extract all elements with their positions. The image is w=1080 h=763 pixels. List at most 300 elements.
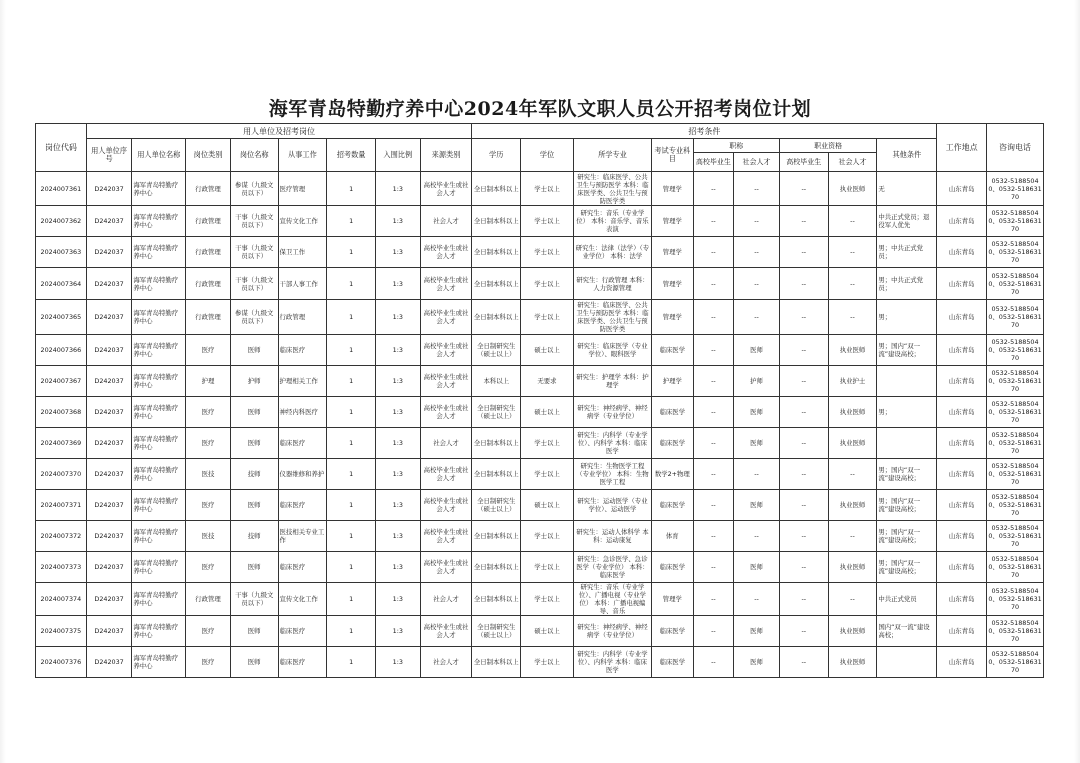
cell-other: 中共正式党员；退役军人优先 (877, 206, 937, 237)
cell-source: 高校毕业生或社会人才 (420, 616, 472, 647)
cell-title-school: -- (693, 172, 734, 206)
cell-phone: 0532-51885040、0532-51863170 (987, 459, 1044, 490)
cell-unit-name: 海军青岛特勤疗养中心 (132, 647, 186, 678)
cell-major: 研究生：运动人体科学 本科：运动康复 (573, 521, 651, 552)
cell-count: 1 (327, 616, 376, 647)
cell-title-social: 护师 (734, 366, 780, 397)
cell-degree: 学士以上 (521, 428, 574, 459)
cell-work: 临床医疗 (278, 616, 327, 647)
cell-title-school: -- (693, 268, 734, 300)
cell-count: 1 (327, 172, 376, 206)
table-row (36, 206, 1044, 237)
cell-edu: 全日制本科以上 (472, 428, 521, 459)
cell-major: 研究生：内科学（专业学位）、内科学 本科：临床医学 (573, 428, 651, 459)
cell-edu: 全日制研究生（硕士以上） (472, 490, 521, 521)
cell-edu: 全日制研究生（硕士以上） (472, 397, 521, 428)
cell-unit-name: 海军青岛特勤疗养中心 (132, 552, 186, 583)
cell-unit-name: 海军青岛特勤疗养中心 (132, 268, 186, 300)
cell-count: 1 (327, 647, 376, 678)
cell-code: 2024007368 (36, 397, 87, 428)
cell-ratio: 1:3 (375, 647, 420, 678)
header-edu: 学历 (472, 139, 521, 172)
cell-degree: 学士以上 (521, 583, 574, 616)
cell-unit-name: 海军青岛特勤疗养中心 (132, 237, 186, 268)
cell-major: 研究生：神经病学、神经病学（专业学位） (573, 397, 651, 428)
cell-title-social: -- (734, 268, 780, 300)
cell-qual-school: -- (779, 428, 828, 459)
header-unit-seq: 用人单位序号 (86, 139, 132, 172)
cell-edu: 全日制研究生（硕士以上） (472, 616, 521, 647)
cell-phone: 0532-51885040、0532-51863170 (987, 335, 1044, 366)
recruitment-table (35, 123, 1044, 678)
cell-edu: 全日制本科以上 (472, 300, 521, 335)
cell-phone: 0532-51885040、0532-51863170 (987, 237, 1044, 268)
cell-unit-seq: D242037 (86, 366, 132, 397)
cell-edu: 本科以上 (472, 366, 521, 397)
cell-major: 研究生：运动医学（专业学位）、运动医学 (573, 490, 651, 521)
cell-ratio: 1:3 (375, 366, 420, 397)
cell-title-school: -- (693, 647, 734, 678)
cell-ratio: 1:3 (375, 428, 420, 459)
cell-other (877, 428, 937, 459)
cell-edu: 全日制本科以上 (472, 583, 521, 616)
cell-title-social: 医师 (734, 397, 780, 428)
cell-degree: 硕士以上 (521, 397, 574, 428)
cell-title-social: -- (734, 521, 780, 552)
cell-category: 医技 (186, 459, 231, 490)
cell-unit-name: 海军青岛特勤疗养中心 (132, 521, 186, 552)
cell-location: 山东青岛 (937, 206, 987, 237)
cell-other: 无 (877, 172, 937, 206)
cell-qual-school: -- (779, 397, 828, 428)
cell-qual-social: -- (828, 583, 877, 616)
cell-other (877, 647, 937, 678)
cell-count: 1 (327, 268, 376, 300)
cell-major: 研究生：行政管理 本科：人力资源管理 (573, 268, 651, 300)
cell-unit-seq: D242037 (86, 172, 132, 206)
cell-exam: 临床医学 (652, 490, 694, 521)
cell-phone: 0532-51885040、0532-51863170 (987, 521, 1044, 552)
cell-exam: 临床医学 (652, 428, 694, 459)
cell-ratio: 1:3 (375, 206, 420, 237)
cell-unit-name: 海军青岛特勤疗养中心 (132, 366, 186, 397)
header-source: 来源类别 (420, 139, 472, 172)
cell-code: 2024007361 (36, 172, 87, 206)
cell-count: 1 (327, 428, 376, 459)
cell-source: 社会人才 (420, 647, 472, 678)
cell-ratio: 1:3 (375, 335, 420, 366)
cell-post-name: 护师 (230, 366, 278, 397)
cell-degree: 无要求 (521, 366, 574, 397)
table-row (36, 237, 1044, 268)
cell-title-school: -- (693, 552, 734, 583)
cell-other: 男；国内“双一流”建设高校； (877, 490, 937, 521)
cell-exam: 临床医学 (652, 616, 694, 647)
cell-post-name: 干事（九级文员以下） (230, 237, 278, 268)
cell-location: 山东青岛 (937, 490, 987, 521)
cell-unit-seq: D242037 (86, 397, 132, 428)
cell-phone: 0532-51885040、0532-51863170 (987, 647, 1044, 678)
cell-location: 山东青岛 (937, 268, 987, 300)
cell-unit-seq: D242037 (86, 268, 132, 300)
cell-degree: 学士以上 (521, 521, 574, 552)
cell-edu: 全日制本科以上 (472, 459, 521, 490)
cell-qual-social: 执业医师 (828, 397, 877, 428)
cell-code: 2024007376 (36, 647, 87, 678)
cell-source: 高校毕业生或社会人才 (420, 490, 472, 521)
header-qual-social: 社会人才 (828, 153, 877, 172)
cell-count: 1 (327, 552, 376, 583)
cell-other: 男；国内“双一流”建设高校； (877, 552, 937, 583)
cell-title-social: -- (734, 459, 780, 490)
cell-degree: 学士以上 (521, 647, 574, 678)
cell-qual-school: -- (779, 335, 828, 366)
cell-work: 医疗管理 (278, 172, 327, 206)
cell-location: 山东青岛 (937, 583, 987, 616)
cell-title-school: -- (693, 428, 734, 459)
cell-post-name: 干事（九级文员以下） (230, 583, 278, 616)
header-title-school: 高校毕业生 (693, 153, 734, 172)
header-qual-school: 高校毕业生 (779, 153, 828, 172)
cell-exam: 临床医学 (652, 397, 694, 428)
cell-title-school: -- (693, 237, 734, 268)
cell-work: 临床医疗 (278, 335, 327, 366)
cell-source: 高校毕业生或社会人才 (420, 459, 472, 490)
cell-post-name: 干事（九级文员以下） (230, 268, 278, 300)
cell-title-school: -- (693, 300, 734, 335)
cell-edu: 全日制本科以上 (472, 206, 521, 237)
cell-other (877, 366, 937, 397)
cell-title-school: -- (693, 521, 734, 552)
cell-unit-seq: D242037 (86, 647, 132, 678)
table-row (36, 647, 1044, 678)
cell-exam: 管理学 (652, 237, 694, 268)
cell-title-social: 医师 (734, 647, 780, 678)
cell-qual-school: -- (779, 172, 828, 206)
cell-code: 2024007375 (36, 616, 87, 647)
cell-phone: 0532-51885040、0532-51863170 (987, 552, 1044, 583)
cell-title-social: 医师 (734, 490, 780, 521)
table-row (36, 366, 1044, 397)
table-row (36, 397, 1044, 428)
cell-code: 2024007364 (36, 268, 87, 300)
cell-source: 高校毕业生或社会人才 (420, 335, 472, 366)
cell-phone: 0532-51885040、0532-51863170 (987, 172, 1044, 206)
cell-major: 研究生：神经病学、神经病学（专业学位） (573, 616, 651, 647)
cell-count: 1 (327, 300, 376, 335)
cell-title-school: -- (693, 459, 734, 490)
cell-edu: 全日制研究生（硕士以上） (472, 335, 521, 366)
cell-category: 行政管理 (186, 268, 231, 300)
cell-major: 研究生：音乐（专业学位） 本科：音乐学、音乐表演 (573, 206, 651, 237)
page-title: 海军青岛特勤疗养中心2024年军队文职人员公开招考岗位计划 (268, 98, 812, 120)
header-group-conditions: 招考条件 (472, 124, 937, 139)
cell-location: 山东青岛 (937, 647, 987, 678)
cell-unit-seq: D242037 (86, 459, 132, 490)
cell-unit-name: 海军青岛特勤疗养中心 (132, 459, 186, 490)
cell-location: 山东青岛 (937, 237, 987, 268)
cell-title-social: 医师 (734, 552, 780, 583)
table-row (36, 172, 1044, 206)
cell-category: 医疗 (186, 335, 231, 366)
cell-phone: 0532-51885040、0532-51863170 (987, 490, 1044, 521)
cell-phone: 0532-51885040、0532-51863170 (987, 366, 1044, 397)
cell-other: 国内“双一流”建设高校； (877, 616, 937, 647)
cell-qual-social: 执业医师 (828, 172, 877, 206)
cell-qual-school: -- (779, 583, 828, 616)
cell-post-name: 医师 (230, 616, 278, 647)
cell-ratio: 1:3 (375, 268, 420, 300)
cell-qual-school: -- (779, 268, 828, 300)
cell-source: 社会人才 (420, 428, 472, 459)
cell-major: 研究生：临床医学（专业学位）、眼科医学 (573, 335, 651, 366)
cell-unit-seq: D242037 (86, 521, 132, 552)
cell-degree: 学士以上 (521, 300, 574, 335)
cell-title-school: -- (693, 335, 734, 366)
cell-other: 男；国内“双一流”建设高校； (877, 521, 937, 552)
cell-qual-social: -- (828, 206, 877, 237)
header-group-employer: 用人单位及招考岗位 (86, 124, 472, 139)
cell-title-school: -- (693, 583, 734, 616)
cell-category: 医技 (186, 521, 231, 552)
cell-qual-school: -- (779, 552, 828, 583)
cell-count: 1 (327, 583, 376, 616)
cell-qual-school: -- (779, 237, 828, 268)
cell-degree: 学士以上 (521, 206, 574, 237)
cell-exam: 管理学 (652, 172, 694, 206)
cell-work: 医技相关专业工作 (278, 521, 327, 552)
cell-unit-name: 海军青岛特勤疗养中心 (132, 335, 186, 366)
table-row (36, 268, 1044, 300)
cell-title-social: -- (734, 583, 780, 616)
cell-unit-name: 海军青岛特勤疗养中心 (132, 172, 186, 206)
cell-source: 高校毕业生或社会人才 (420, 366, 472, 397)
cell-exam: 管理学 (652, 583, 694, 616)
cell-edu: 全日制本科以上 (472, 521, 521, 552)
cell-code: 2024007373 (36, 552, 87, 583)
cell-qual-social: 执业医师 (828, 490, 877, 521)
cell-category: 医疗 (186, 397, 231, 428)
cell-post-name: 干事（九级文员以下） (230, 206, 278, 237)
cell-degree: 硕士以上 (521, 616, 574, 647)
cell-location: 山东青岛 (937, 616, 987, 647)
header-post-name: 岗位名称 (230, 139, 278, 172)
cell-unit-name: 海军青岛特勤疗养中心 (132, 397, 186, 428)
cell-phone: 0532-51885040、0532-51863170 (987, 206, 1044, 237)
cell-qual-school: -- (779, 366, 828, 397)
cell-source: 高校毕业生或社会人才 (420, 552, 472, 583)
cell-work: 临床医疗 (278, 428, 327, 459)
cell-location: 山东青岛 (937, 521, 987, 552)
cell-code: 2024007363 (36, 237, 87, 268)
cell-exam: 管理学 (652, 206, 694, 237)
cell-ratio: 1:3 (375, 237, 420, 268)
cell-code: 2024007374 (36, 583, 87, 616)
cell-code: 2024007367 (36, 366, 87, 397)
cell-other: 男； (877, 397, 937, 428)
table-row (36, 335, 1044, 366)
cell-unit-name: 海军青岛特勤疗养中心 (132, 490, 186, 521)
cell-exam: 管理学 (652, 300, 694, 335)
cell-qual-social: 执业护士 (828, 366, 877, 397)
cell-degree: 硕士以上 (521, 490, 574, 521)
cell-ratio: 1:3 (375, 616, 420, 647)
cell-location: 山东青岛 (937, 300, 987, 335)
cell-post-name: 医师 (230, 397, 278, 428)
cell-unit-seq: D242037 (86, 300, 132, 335)
table-row (36, 583, 1044, 616)
cell-unit-seq: D242037 (86, 552, 132, 583)
header-other: 其他条件 (877, 139, 937, 172)
cell-exam: 管理学 (652, 268, 694, 300)
header-unit-name: 用人单位名称 (132, 139, 186, 172)
cell-title-social: -- (734, 206, 780, 237)
cell-major: 研究生：急诊医学、急诊医学（专业学位） 本科：临床医学 (573, 552, 651, 583)
cell-unit-seq: D242037 (86, 583, 132, 616)
cell-major: 研究生：音乐（专业学位）、广播电视（专业学位） 本科：广播电视编导、音乐 (573, 583, 651, 616)
cell-exam: 临床医学 (652, 647, 694, 678)
cell-location: 山东青岛 (937, 552, 987, 583)
cell-work: 宣传文化工作 (278, 583, 327, 616)
cell-work: 临床医疗 (278, 647, 327, 678)
cell-post-name: 医师 (230, 552, 278, 583)
cell-unit-seq: D242037 (86, 616, 132, 647)
cell-code: 2024007366 (36, 335, 87, 366)
cell-count: 1 (327, 490, 376, 521)
cell-category: 医疗 (186, 428, 231, 459)
cell-phone: 0532-51885040、0532-51863170 (987, 428, 1044, 459)
cell-post-name: 参谋（九级文员以下） (230, 300, 278, 335)
cell-phone: 0532-51885040、0532-51863170 (987, 268, 1044, 300)
cell-source: 高校毕业生或社会人才 (420, 397, 472, 428)
cell-category: 医疗 (186, 616, 231, 647)
header-qual-group: 职业资格 (779, 139, 876, 153)
cell-degree: 学士以上 (521, 552, 574, 583)
cell-major: 研究生：临床医学、公共卫生与预防医学 本科：临床医学类、公共卫生与预防医学类 (573, 172, 651, 206)
cell-qual-social: -- (828, 237, 877, 268)
cell-work: 临床医疗 (278, 552, 327, 583)
cell-location: 山东青岛 (937, 366, 987, 397)
cell-phone: 0532-51885040、0532-51863170 (987, 583, 1044, 616)
cell-post-name: 医师 (230, 428, 278, 459)
header-phone: 咨询电话 (987, 124, 1044, 172)
cell-title-social: -- (734, 172, 780, 206)
cell-other: 男；国内“双一流”建设高校； (877, 459, 937, 490)
cell-title-school: -- (693, 490, 734, 521)
cell-source: 高校毕业生或社会人才 (420, 172, 472, 206)
cell-location: 山东青岛 (937, 428, 987, 459)
cell-title-school: -- (693, 616, 734, 647)
table-row (36, 300, 1044, 335)
cell-qual-social: 执业医师 (828, 647, 877, 678)
cell-edu: 全日制本科以上 (472, 552, 521, 583)
cell-post-name: 参谋（九级文员以下） (230, 172, 278, 206)
cell-location: 山东青岛 (937, 459, 987, 490)
cell-code: 2024007362 (36, 206, 87, 237)
cell-major: 研究生：内科学（专业学位）、内科学 本科：临床医学 (573, 647, 651, 678)
cell-location: 山东青岛 (937, 172, 987, 206)
cell-ratio: 1:3 (375, 552, 420, 583)
cell-work: 行政管理 (278, 300, 327, 335)
cell-phone: 0532-51885040、0532-51863170 (987, 300, 1044, 335)
cell-degree: 学士以上 (521, 459, 574, 490)
cell-count: 1 (327, 397, 376, 428)
cell-category: 行政管理 (186, 583, 231, 616)
cell-degree: 学士以上 (521, 268, 574, 300)
cell-qual-social: 执业医师 (828, 552, 877, 583)
cell-location: 山东青岛 (937, 397, 987, 428)
cell-exam: 护理学 (652, 366, 694, 397)
cell-qual-school: -- (779, 300, 828, 335)
cell-unit-name: 海军青岛特勤疗养中心 (132, 428, 186, 459)
header-degree: 学位 (521, 139, 574, 172)
cell-exam: 数学2+物理 (652, 459, 694, 490)
cell-source: 高校毕业生或社会人才 (420, 237, 472, 268)
cell-qual-school: -- (779, 206, 828, 237)
cell-title-school: -- (693, 366, 734, 397)
cell-exam: 临床医学 (652, 552, 694, 583)
cell-unit-name: 海军青岛特勤疗养中心 (132, 300, 186, 335)
cell-category: 行政管理 (186, 206, 231, 237)
cell-title-social: -- (734, 300, 780, 335)
header-code: 岗位代码 (36, 124, 87, 172)
cell-edu: 全日制本科以上 (472, 237, 521, 268)
cell-count: 1 (327, 521, 376, 552)
cell-qual-social: -- (828, 521, 877, 552)
cell-category: 行政管理 (186, 300, 231, 335)
cell-title-social: -- (734, 237, 780, 268)
cell-title-social: 医师 (734, 616, 780, 647)
cell-qual-school: -- (779, 647, 828, 678)
cell-count: 1 (327, 459, 376, 490)
cell-code: 2024007369 (36, 428, 87, 459)
cell-phone: 0532-51885040、0532-51863170 (987, 616, 1044, 647)
cell-title-social: 医师 (734, 335, 780, 366)
cell-exam: 临床医学 (652, 335, 694, 366)
cell-qual-school: -- (779, 616, 828, 647)
cell-other: 中共正式党员 (877, 583, 937, 616)
header-title-social: 社会人才 (734, 153, 780, 172)
cell-title-school: -- (693, 397, 734, 428)
cell-count: 1 (327, 237, 376, 268)
cell-category: 医疗 (186, 490, 231, 521)
cell-degree: 学士以上 (521, 172, 574, 206)
header-ratio: 入围比例 (375, 139, 420, 172)
cell-count: 1 (327, 335, 376, 366)
cell-work: 宣传文化工作 (278, 206, 327, 237)
cell-count: 1 (327, 366, 376, 397)
cell-qual-social: 执业医师 (828, 616, 877, 647)
cell-post-name: 医师 (230, 490, 278, 521)
cell-ratio: 1:3 (375, 490, 420, 521)
cell-code: 2024007372 (36, 521, 87, 552)
cell-post-name: 技师 (230, 459, 278, 490)
cell-qual-social: 执业医师 (828, 428, 877, 459)
cell-edu: 全日制本科以上 (472, 172, 521, 206)
cell-work: 仪器维修和养护 (278, 459, 327, 490)
cell-qual-social: -- (828, 300, 877, 335)
cell-major: 研究生：法律（法学）（专业学位） 本科：法学 (573, 237, 651, 268)
cell-ratio: 1:3 (375, 459, 420, 490)
cell-source: 高校毕业生或社会人才 (420, 268, 472, 300)
cell-count: 1 (327, 206, 376, 237)
cell-edu: 全日制本科以上 (472, 268, 521, 300)
table-row (36, 428, 1044, 459)
table-row (36, 552, 1044, 583)
cell-title-school: -- (693, 206, 734, 237)
cell-code: 2024007370 (36, 459, 87, 490)
cell-category: 医疗 (186, 647, 231, 678)
